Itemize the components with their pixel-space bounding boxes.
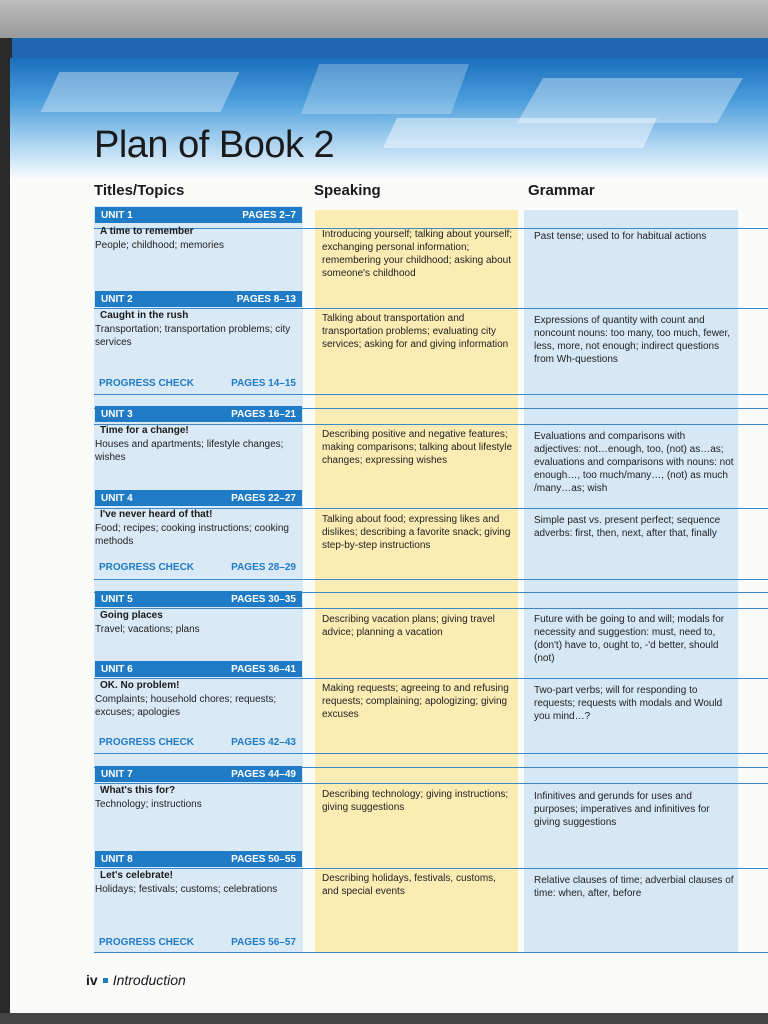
speaking-cell: Introducing yourself; talking about yourself; exchanging personal information; remembering your childhood; asking about someone's childhood — [322, 229, 513, 279]
unit-pages: PAGES 44–49 — [231, 768, 296, 780]
progress-check — [95, 378, 302, 389]
unit-pages: PAGES 50–55 — [231, 853, 296, 865]
unit-label: UNIT 5 — [101, 593, 133, 605]
unit-pages: PAGES 16–21 — [231, 408, 296, 420]
grammar-cell: Relative clauses of time; adverbial clauses of time: when, after, before — [534, 875, 734, 899]
section-label: Introduction — [112, 972, 186, 988]
square-bullet-icon — [103, 978, 108, 983]
unit-bar — [95, 766, 302, 782]
speaking-cell: Talking about transportation and transportation problems; evaluating city services; asking for and giving information — [322, 313, 509, 350]
progress-check-pages: PAGES 28–29 — [231, 562, 296, 573]
unit-pages: PAGES 30–35 — [231, 593, 296, 605]
unit-label: UNIT 6 — [101, 663, 133, 675]
unit-label: UNIT 3 — [101, 408, 133, 420]
unit-bar — [95, 207, 302, 223]
page-number: iv — [86, 972, 98, 988]
progress-check — [95, 737, 302, 748]
unit-bar — [95, 406, 302, 422]
header-speaking: Speaking — [314, 182, 381, 199]
unit-bar — [95, 661, 302, 677]
speaking-cell: Describing technology; giving instructions; giving suggestions — [322, 789, 509, 813]
grammar-cell: Infinitives and gerunds for uses and purposes; imperatives and infinitives for giving suggestions — [534, 791, 710, 828]
grammar-cell: Expressions of quantity with count and noncount nouns: too many, too much, fewer, less, more, not enough; indirect questions from Wh-questions — [534, 315, 731, 365]
unit-label: UNIT 1 — [101, 209, 133, 221]
unit-label: UNIT 4 — [101, 492, 133, 504]
unit-label: UNIT 2 — [101, 293, 133, 305]
progress-check-pages: PAGES 56–57 — [231, 937, 296, 948]
unit-bar — [95, 851, 302, 867]
unit-label: UNIT 8 — [101, 853, 133, 865]
progress-check — [95, 562, 302, 573]
unit-topics: Holidays; festivals; customs; celebrations — [95, 884, 278, 895]
unit-topics: Transportation; transportation problems; city services — [95, 324, 291, 348]
unit-pages: PAGES 2–7 — [242, 209, 296, 221]
scan-background — [0, 0, 768, 38]
scan-bottom-edge — [0, 1013, 768, 1024]
unit-topics: Technology; instructions — [95, 799, 202, 810]
unit-title: What's this for? — [100, 785, 176, 796]
progress-check-pages: PAGES 42–43 — [231, 737, 296, 748]
unit-topics: Travel; vacations; plans — [95, 624, 200, 635]
unit-pages: PAGES 36–41 — [231, 663, 296, 675]
unit-title: OK. No problem! — [100, 680, 180, 691]
page-title: Plan of Book 2 — [94, 124, 335, 166]
unit-title: I've never heard of that! — [100, 509, 213, 520]
header-grammar: Grammar — [528, 182, 595, 199]
unit-title: Time for a change! — [100, 425, 189, 436]
unit-label: UNIT 7 — [101, 768, 133, 780]
unit-topics: Houses and apartments; lifestyle changes; wishes — [95, 439, 284, 463]
unit-bar — [95, 490, 302, 506]
grammar-cell: Evaluations and comparisons with adjectives: not…enough, too, (not) as…as; evaluations and comparisons with nouns: not enough…, too much/many…, (not) as much /many…as; wish — [534, 431, 734, 494]
speaking-cell: Making requests; agreeing to and refusing requests; complaining; apologizing; giving excuses — [322, 683, 509, 720]
header-titles-topics: Titles/Topics — [94, 182, 185, 199]
speaking-cell: Describing vacation plans; giving travel advice; planning a vacation — [322, 614, 495, 638]
speaking-cell: Describing holidays, festivals, customs, and special events — [322, 873, 496, 897]
unit-topics: People; childhood; memories — [95, 240, 224, 251]
unit-title: Going places — [100, 610, 163, 621]
progress-check-label: PROGRESS CHECK — [99, 937, 195, 948]
progress-check — [95, 937, 302, 948]
unit-topics: Food; recipes; cooking instructions; cooking methods — [95, 523, 289, 547]
unit-pages: PAGES 22–27 — [231, 492, 296, 504]
unit-title: Caught in the rush — [100, 310, 189, 321]
page-footer — [86, 972, 186, 988]
unit-title: Let's celebrate! — [100, 870, 173, 881]
grammar-cell: Future with be going to and will; modals for necessity and suggestion: must, need to, (don't) have to, ought to, -'d better, should (not) — [534, 614, 725, 664]
speaking-cell: Describing positive and negative features; making comparisons; talking about lifestyle changes; expressing wishes — [322, 429, 513, 466]
unit-bar — [95, 291, 302, 307]
unit-bar — [95, 591, 302, 607]
grammar-cell: Simple past vs. present perfect; sequence adverbs: first, then, next, after that, finally — [534, 515, 721, 539]
progress-check-label: PROGRESS CHECK — [99, 737, 195, 748]
speaking-cell: Talking about food; expressing likes and dislikes; describing a favorite snack; giving step-by-step instructions — [322, 514, 511, 551]
grammar-cell: Past tense; used to for habitual actions — [534, 231, 707, 242]
book-page — [10, 58, 768, 1013]
unit-title: A time to remember — [100, 226, 194, 237]
progress-check-pages: PAGES 14–15 — [231, 378, 296, 389]
grammar-cell: Two-part verbs; will for responding to requests; requests with modals and Would you mind…? — [534, 685, 723, 722]
progress-check-label: PROGRESS CHECK — [99, 562, 195, 573]
progress-check-label: PROGRESS CHECK — [99, 378, 195, 389]
unit-pages: PAGES 8–13 — [236, 293, 296, 305]
unit-topics: Complaints; household chores; requests; excuses; apologies — [95, 694, 277, 718]
